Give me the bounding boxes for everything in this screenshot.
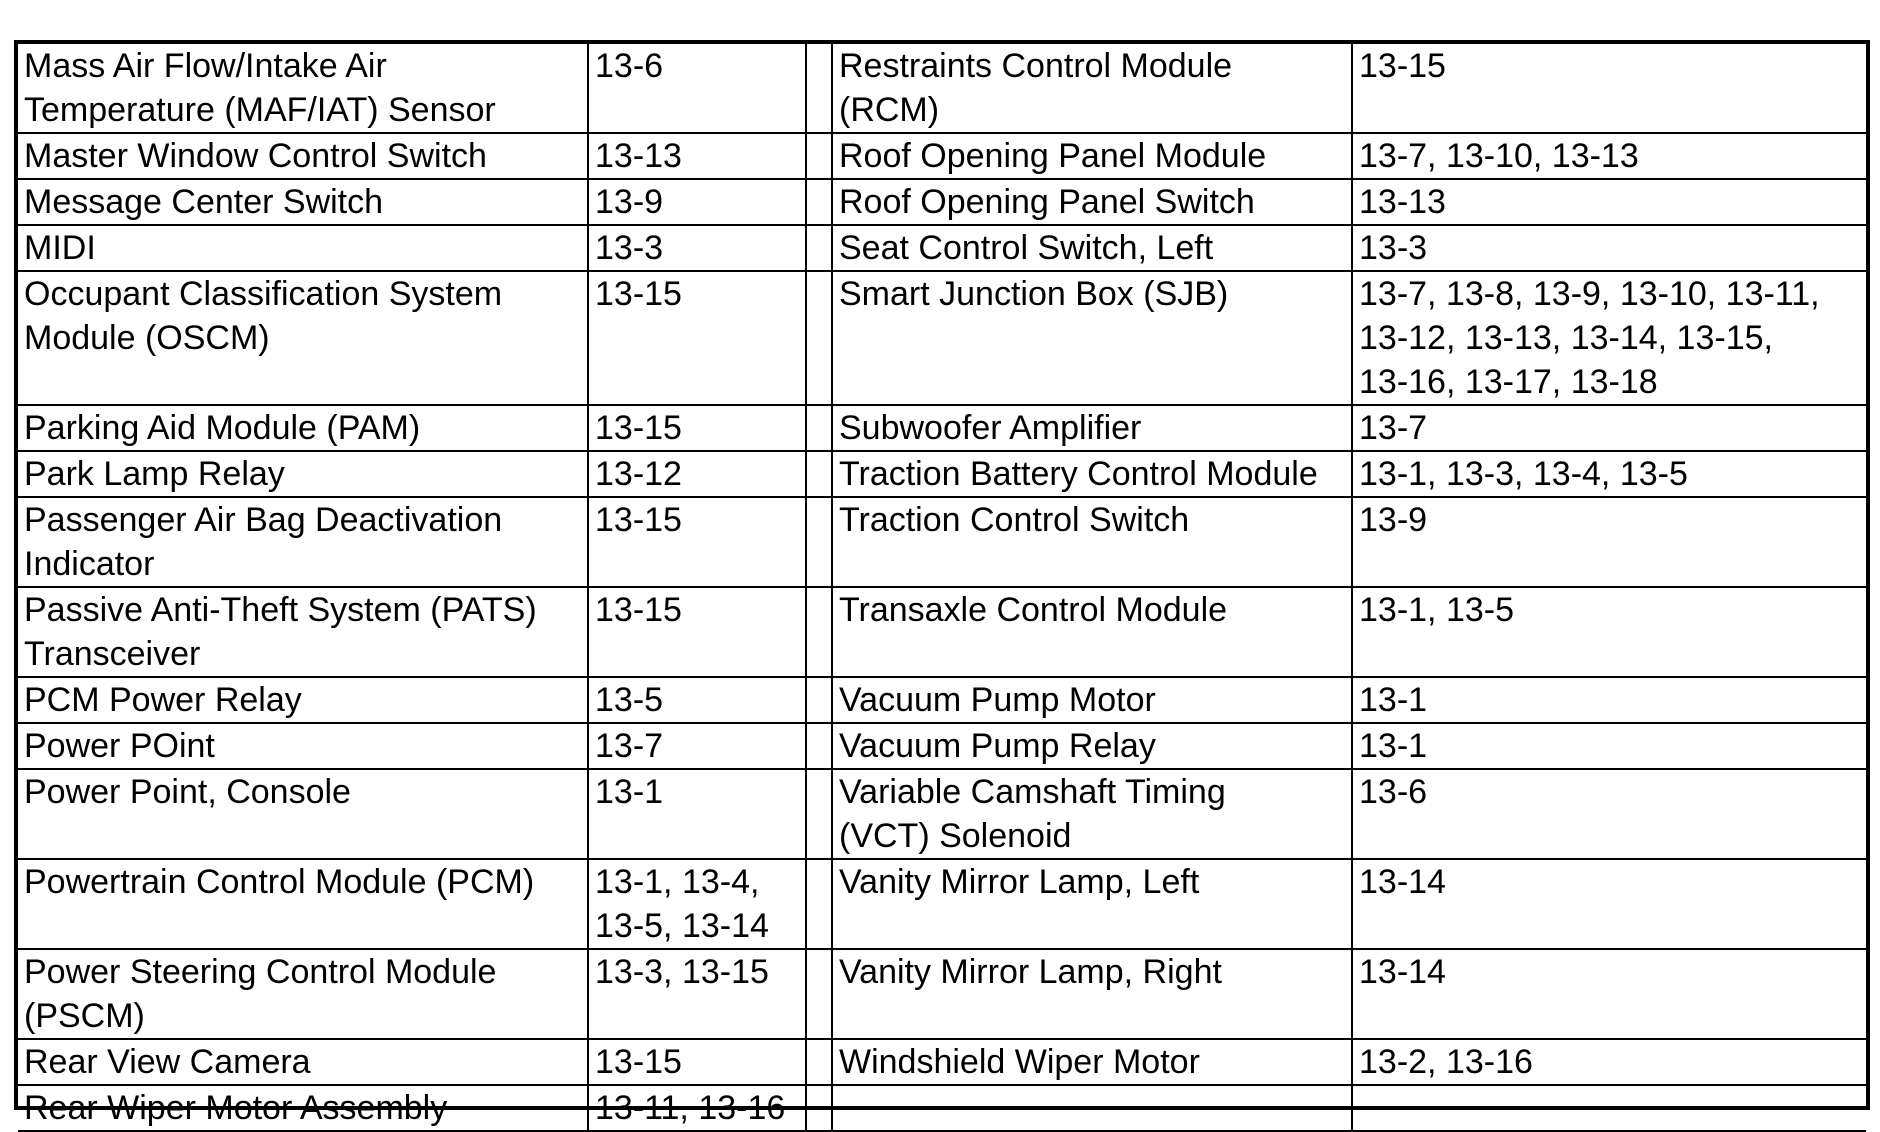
column-gap <box>806 44 832 133</box>
table-row <box>18 949 1866 1039</box>
cell-text-line: 13-1 <box>1359 727 1428 765</box>
cell-text-line: 13-14 <box>1359 863 1446 901</box>
cell-text-line: (VCT) Solenoid <box>839 817 1072 855</box>
cell-text-line: 13-7, 13-8, 13-9, 13-10, 13-11, <box>1359 275 1820 313</box>
cell-text-line: 13-14 <box>1359 953 1446 991</box>
page-reference-cell <box>588 677 806 723</box>
page-reference-cell <box>1352 225 1866 271</box>
page-reference-cell <box>588 1085 806 1131</box>
cell-text-line: Variable Camshaft Timing <box>839 773 1226 811</box>
cell-text-line: 13-1, 13-5 <box>1359 591 1514 629</box>
page-reference-cell <box>588 723 806 769</box>
cell-text-line: 13-15 <box>595 275 682 313</box>
cell-text-line: PCM Power Relay <box>24 681 302 719</box>
cell-text-line: Subwoofer Amplifier <box>839 409 1142 447</box>
page-reference-cell <box>588 133 806 179</box>
cell-text-line: Mass Air Flow/Intake Air <box>24 47 387 85</box>
column-gap <box>806 949 832 1039</box>
component-name-cell <box>832 1039 1352 1085</box>
cell-text-line: Rear Wiper Motor Assembly <box>24 1089 448 1127</box>
cell-text-line: Vacuum Pump Relay <box>839 727 1156 765</box>
cell-text-line: Transaxle Control Module <box>839 591 1228 629</box>
table-row <box>18 1085 1866 1131</box>
component-index-body <box>18 44 1866 1131</box>
column-gap <box>806 405 832 451</box>
page-reference-cell <box>1352 179 1866 225</box>
column-gap <box>806 677 832 723</box>
page-reference-cell <box>1352 949 1866 1039</box>
page-reference-cell <box>588 179 806 225</box>
cell-text-line: Master Window Control Switch <box>24 137 487 175</box>
page-reference-cell <box>1352 859 1866 949</box>
page-reference-cell <box>1352 769 1866 859</box>
table-row <box>18 44 1866 133</box>
table-row <box>18 497 1866 587</box>
cell-text-line: 13-1, 13-4, <box>595 863 760 901</box>
page-reference-cell <box>588 405 806 451</box>
column-gap <box>806 451 832 497</box>
component-name-cell <box>18 587 588 677</box>
component-name-cell <box>832 405 1352 451</box>
column-gap <box>806 587 832 677</box>
component-name-cell <box>18 451 588 497</box>
cell-text-line: 13-3, 13-15 <box>595 953 769 991</box>
table-row <box>18 405 1866 451</box>
cell-text-line: 13-11, 13-16 <box>595 1089 786 1127</box>
cell-text-line: Vanity Mirror Lamp, Left <box>839 863 1200 901</box>
page-reference-cell <box>1352 44 1866 133</box>
component-name-cell <box>18 179 588 225</box>
cell-text-line: 13-13 <box>595 137 682 175</box>
column-gap <box>806 179 832 225</box>
cell-text-line: Temperature (MAF/IAT) Sensor <box>24 91 496 129</box>
page-reference-cell <box>588 1039 806 1085</box>
cell-text-line: 13-13 <box>1359 183 1446 221</box>
cell-text-line: 13-15 <box>1359 47 1446 85</box>
cell-text-line: Power Point, Console <box>24 773 351 811</box>
table-row <box>18 451 1866 497</box>
cell-text-line: 13-6 <box>1359 773 1428 811</box>
page-reference-cell <box>588 769 806 859</box>
cell-text-line: Vanity Mirror Lamp, Right <box>839 953 1222 991</box>
cell-text-line: (RCM) <box>839 91 940 129</box>
cell-text-line: Seat Control Switch, Left <box>839 229 1214 267</box>
cell-text-line: MIDI <box>24 229 96 267</box>
cell-text-line: 13-12 <box>595 455 682 493</box>
cell-text-line: Power Steering Control Module <box>24 953 497 991</box>
cell-text-line: Restraints Control Module <box>839 47 1233 85</box>
column-gap <box>806 497 832 587</box>
cell-text-line: 13-3 <box>595 229 664 267</box>
cell-text-line: Traction Control Switch <box>839 501 1190 539</box>
page-reference-cell <box>1352 497 1866 587</box>
component-name-cell <box>832 949 1352 1039</box>
table-row <box>18 677 1866 723</box>
page-reference-cell <box>1352 723 1866 769</box>
component-name-cell <box>832 723 1352 769</box>
column-gap <box>806 723 832 769</box>
page-reference-cell <box>1352 133 1866 179</box>
cell-text-line: Message Center Switch <box>24 183 384 221</box>
cell-text-line: Parking Aid Module (PAM) <box>24 409 421 447</box>
component-name-cell <box>18 497 588 587</box>
component-name-cell <box>832 497 1352 587</box>
component-index-table <box>18 44 1866 1132</box>
page-reference-cell <box>1352 271 1866 405</box>
page-reference-cell <box>1352 405 1866 451</box>
component-name-cell <box>832 587 1352 677</box>
cell-text-line: 13-7 <box>1359 409 1428 447</box>
table-row <box>18 723 1866 769</box>
cell-text-line: 13-7, 13-10, 13-13 <box>1359 137 1639 175</box>
component-name-cell <box>832 133 1352 179</box>
cell-text-line: 13-6 <box>595 47 664 85</box>
table-row <box>18 225 1866 271</box>
column-gap <box>806 225 832 271</box>
cell-text-line: (PSCM) <box>24 997 145 1035</box>
component-name-cell <box>832 44 1352 133</box>
cell-text-line: Rear View Camera <box>24 1043 311 1081</box>
component-name-cell <box>18 133 588 179</box>
component-name-cell <box>832 769 1352 859</box>
column-gap <box>806 859 832 949</box>
component-name-cell <box>18 1085 588 1131</box>
cell-text-line: 13-9 <box>1359 501 1428 539</box>
page-reference-cell <box>588 451 806 497</box>
component-name-cell <box>18 44 588 133</box>
table-row <box>18 133 1866 179</box>
cell-text-line: Passive Anti-Theft System (PATS) <box>24 591 537 629</box>
cell-text-line: Occupant Classification System <box>24 275 503 313</box>
cell-text-line: Windshield Wiper Motor <box>839 1043 1200 1081</box>
cell-text-line: 13-15 <box>595 409 682 447</box>
component-name-cell <box>18 949 588 1039</box>
cell-text-line: 13-15 <box>595 501 682 539</box>
cell-text-line: Park Lamp Relay <box>24 455 285 493</box>
cell-text-line: 13-2, 13-16 <box>1359 1043 1533 1081</box>
table-row <box>18 859 1866 949</box>
cell-text-line: 13-15 <box>595 591 682 629</box>
page-reference-cell <box>1352 1085 1866 1131</box>
column-gap <box>806 1039 832 1085</box>
cell-text-line: 13-5, 13-14 <box>595 907 769 945</box>
component-name-cell <box>18 769 588 859</box>
page-reference-cell <box>588 949 806 1039</box>
component-name-cell <box>832 1085 1352 1131</box>
component-name-cell <box>18 677 588 723</box>
page-reference-cell <box>1352 677 1866 723</box>
cell-text-line: 13-12, 13-13, 13-14, 13-15, <box>1359 319 1773 357</box>
page-reference-cell <box>588 44 806 133</box>
cell-text-line: 13-5 <box>595 681 664 719</box>
component-name-cell <box>832 451 1352 497</box>
cell-text-line: Passenger Air Bag Deactivation <box>24 501 503 539</box>
component-name-cell <box>832 677 1352 723</box>
cell-text-line: 13-7 <box>595 727 664 765</box>
cell-text-line: Traction Battery Control Module <box>839 455 1318 493</box>
component-name-cell <box>832 225 1352 271</box>
cell-text-line: Roof Opening Panel Module <box>839 137 1267 175</box>
component-name-cell <box>832 271 1352 405</box>
page-reference-cell <box>588 859 806 949</box>
table-row <box>18 271 1866 405</box>
page-reference-cell <box>1352 1039 1866 1085</box>
cell-text-line: Indicator <box>24 545 155 583</box>
table-row <box>18 769 1866 859</box>
cell-text-line: Transceiver <box>24 635 201 673</box>
component-name-cell <box>18 723 588 769</box>
cell-text-line: Powertrain Control Module (PCM) <box>24 863 535 901</box>
cell-text-line: 13-1, 13-3, 13-4, 13-5 <box>1359 455 1688 493</box>
component-name-cell <box>18 225 588 271</box>
cell-text-line: 13-3 <box>1359 229 1428 267</box>
component-name-cell <box>832 859 1352 949</box>
table-row <box>18 587 1866 677</box>
table-row <box>18 179 1866 225</box>
component-name-cell <box>18 859 588 949</box>
cell-text-line: 13-1 <box>1359 681 1428 719</box>
cell-text-line: 13-1 <box>595 773 664 811</box>
cell-text-line: 13-16, 13-17, 13-18 <box>1359 363 1658 401</box>
table-row <box>18 1039 1866 1085</box>
cell-text-line: Power POint <box>24 727 215 765</box>
column-gap <box>806 133 832 179</box>
component-name-cell <box>832 179 1352 225</box>
cell-text-line: Smart Junction Box (SJB) <box>839 275 1229 313</box>
column-gap <box>806 1085 832 1131</box>
page-reference-cell <box>588 225 806 271</box>
component-name-cell <box>18 271 588 405</box>
column-gap <box>806 271 832 405</box>
page-reference-cell <box>588 271 806 405</box>
column-gap <box>806 769 832 859</box>
page-reference-cell <box>1352 451 1866 497</box>
cell-text-line: Module (OSCM) <box>24 319 270 357</box>
component-index-sheet <box>14 40 1870 1127</box>
cell-text-line: Roof Opening Panel Switch <box>839 183 1255 221</box>
cell-text-line: 13-15 <box>595 1043 682 1081</box>
page-reference-cell <box>588 497 806 587</box>
page-reference-cell <box>1352 587 1866 677</box>
page-reference-cell <box>588 587 806 677</box>
component-name-cell <box>18 405 588 451</box>
cell-text-line: 13-9 <box>595 183 664 221</box>
component-name-cell <box>18 1039 588 1085</box>
cell-text-line: Vacuum Pump Motor <box>839 681 1156 719</box>
